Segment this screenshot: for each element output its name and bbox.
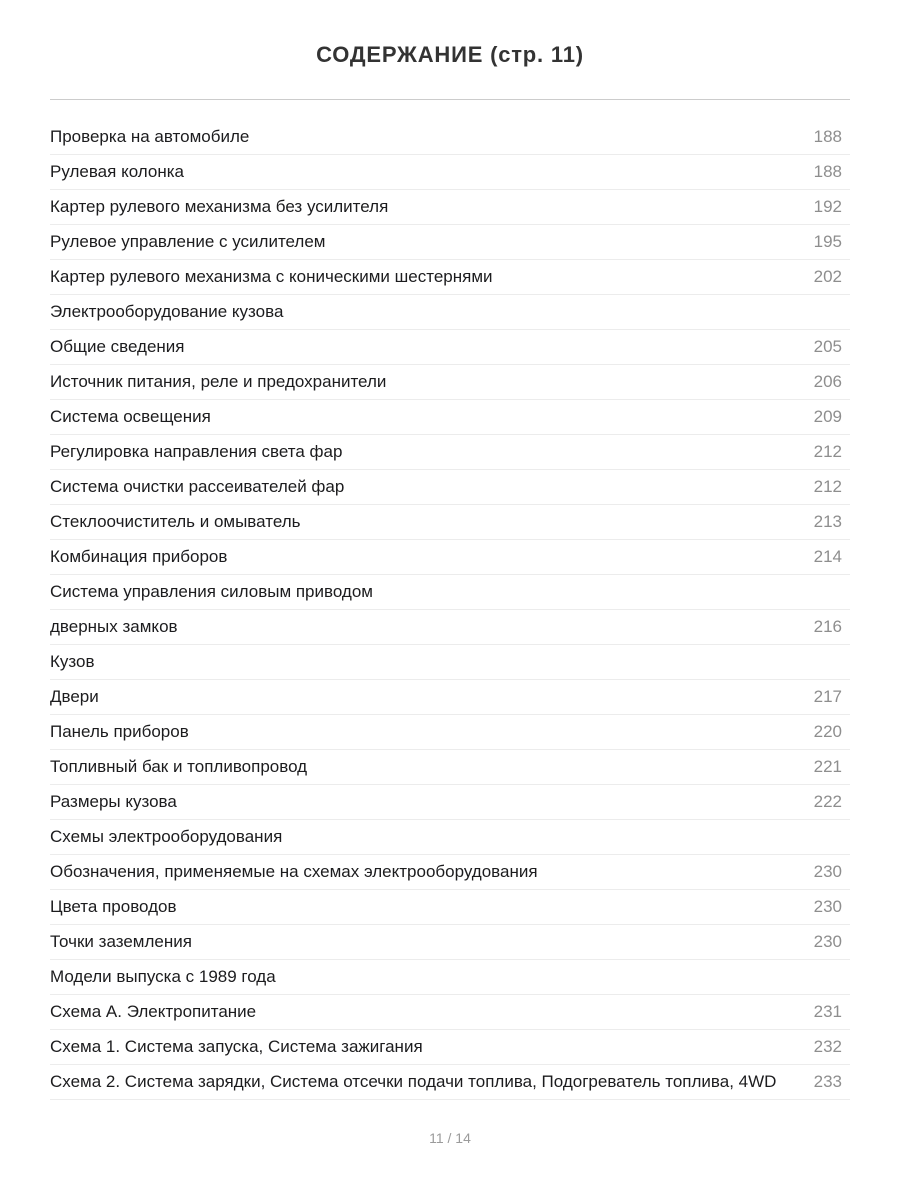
toc-row[interactable] bbox=[50, 190, 850, 225]
toc-entry-page: 212 bbox=[813, 442, 842, 461]
toc-row[interactable] bbox=[50, 155, 850, 190]
toc-entry-label: Картер рулевого механизма без усилителя bbox=[50, 197, 389, 216]
toc-entry-page: 216 bbox=[813, 617, 842, 636]
toc-entry-page: 232 bbox=[813, 1037, 842, 1056]
toc-entry-page: 188 bbox=[813, 162, 842, 181]
toc-entry-label: Общие сведения bbox=[50, 337, 185, 356]
toc-entry-page: 213 bbox=[813, 512, 842, 531]
toc-row[interactable] bbox=[50, 505, 850, 540]
toc-row[interactable] bbox=[50, 330, 850, 365]
toc-row[interactable] bbox=[50, 715, 850, 750]
toc-entry-label: Система освещения bbox=[50, 407, 211, 426]
toc-entry-page: 206 bbox=[813, 372, 842, 391]
toc-row[interactable] bbox=[50, 995, 850, 1030]
toc-entry-page: 220 bbox=[813, 722, 842, 741]
toc-entry-label: Рулевое управление с усилителем bbox=[50, 232, 326, 251]
toc-entry-label: Панель приборов bbox=[50, 722, 189, 741]
toc-entry-label: Двери bbox=[50, 687, 99, 706]
toc-row[interactable] bbox=[50, 820, 850, 855]
toc-list bbox=[50, 100, 850, 1100]
toc-entry-label: Система очистки рассеивателей фар bbox=[50, 477, 345, 496]
toc-entry-page: 230 bbox=[813, 932, 842, 951]
toc-entry-page: 222 bbox=[813, 792, 842, 811]
toc-row[interactable] bbox=[50, 1065, 850, 1100]
toc-row[interactable] bbox=[50, 680, 850, 715]
toc-row[interactable] bbox=[50, 1030, 850, 1065]
toc-entry-page: 192 bbox=[813, 197, 842, 216]
toc-entry-page: 188 bbox=[813, 127, 842, 146]
toc-entry-label: Источник питания, реле и предохранители bbox=[50, 372, 387, 391]
toc-entry-label: дверных замков bbox=[50, 617, 178, 636]
toc-row[interactable] bbox=[50, 575, 850, 610]
toc-row[interactable] bbox=[50, 855, 850, 890]
toc-entry-label: Электрооборудование кузова bbox=[50, 302, 284, 321]
toc-row[interactable] bbox=[50, 750, 850, 785]
toc-entry-label: Схемы электрооборудования bbox=[50, 827, 283, 846]
toc-row[interactable] bbox=[50, 260, 850, 295]
toc-row[interactable] bbox=[50, 365, 850, 400]
toc-row[interactable] bbox=[50, 225, 850, 260]
toc-entry-page: 233 bbox=[813, 1072, 842, 1091]
toc-entry-label: Регулировка направления света фар bbox=[50, 442, 343, 461]
toc-entry-label: Система управления силовым приводом bbox=[50, 582, 373, 601]
toc-entry-label: Проверка на автомобиле bbox=[50, 127, 250, 146]
toc-entry-page: 214 bbox=[813, 547, 842, 566]
toc-entry-page: 230 bbox=[813, 862, 842, 881]
toc-entry-label: Модели выпуска с 1989 года bbox=[50, 967, 276, 986]
page-number-indicator: 11 / 14 bbox=[429, 1130, 471, 1146]
toc-entry-label: Цвета проводов bbox=[50, 897, 177, 916]
toc-row[interactable] bbox=[50, 400, 850, 435]
toc-entry-page: 217 bbox=[813, 687, 842, 706]
toc-entry-label: Схема А. Электропитание bbox=[50, 1002, 257, 1021]
toc-entry-label: Кузов bbox=[50, 652, 95, 671]
toc-entry-label: Топливный бак и топливопровод bbox=[50, 757, 308, 776]
toc-entry-page: 230 bbox=[813, 897, 842, 916]
toc-entry-label: Схема 1. Система запуска, Система зажигания bbox=[50, 1037, 423, 1056]
toc-row[interactable] bbox=[50, 120, 850, 155]
toc-entry-page: 231 bbox=[813, 1002, 842, 1021]
toc-entry-label: Обозначения, применяемые на схемах электрооборудования bbox=[50, 862, 538, 881]
toc-row[interactable] bbox=[50, 435, 850, 470]
toc-entry-page: 212 bbox=[813, 477, 842, 496]
toc-entry-page: 202 bbox=[813, 267, 842, 286]
toc-row[interactable] bbox=[50, 645, 850, 680]
toc-row[interactable] bbox=[50, 890, 850, 925]
toc-row[interactable] bbox=[50, 610, 850, 645]
toc-entry-label: Стеклоочиститель и омыватель bbox=[50, 512, 301, 531]
toc-entry-page: 205 bbox=[813, 337, 842, 356]
toc-row[interactable] bbox=[50, 925, 850, 960]
toc-row[interactable] bbox=[50, 295, 850, 330]
toc-row[interactable] bbox=[50, 540, 850, 575]
toc-entry-page: 221 bbox=[813, 757, 842, 776]
toc-entry-label: Точки заземления bbox=[50, 932, 192, 951]
toc-row[interactable] bbox=[50, 470, 850, 505]
toc-row[interactable] bbox=[50, 960, 850, 995]
toc-entry-page: 195 bbox=[813, 232, 842, 251]
toc-entry-label: Размеры кузова bbox=[50, 792, 177, 811]
toc-entry-label: Рулевая колонка bbox=[50, 162, 184, 181]
toc-entry-label: Схема 2. Система зарядки, Система отсечки подачи топлива, Подогреватель топлива, 4WD bbox=[50, 1072, 777, 1091]
toc-row[interactable] bbox=[50, 785, 850, 820]
toc-entry-page: 209 bbox=[813, 407, 842, 426]
toc-entry-label: Картер рулевого механизма с коническими шестернями bbox=[50, 267, 493, 286]
page-title: СОДЕРЖАНИЕ (стр. 11) bbox=[316, 42, 584, 67]
toc-entry-label: Комбинация приборов bbox=[50, 547, 228, 566]
